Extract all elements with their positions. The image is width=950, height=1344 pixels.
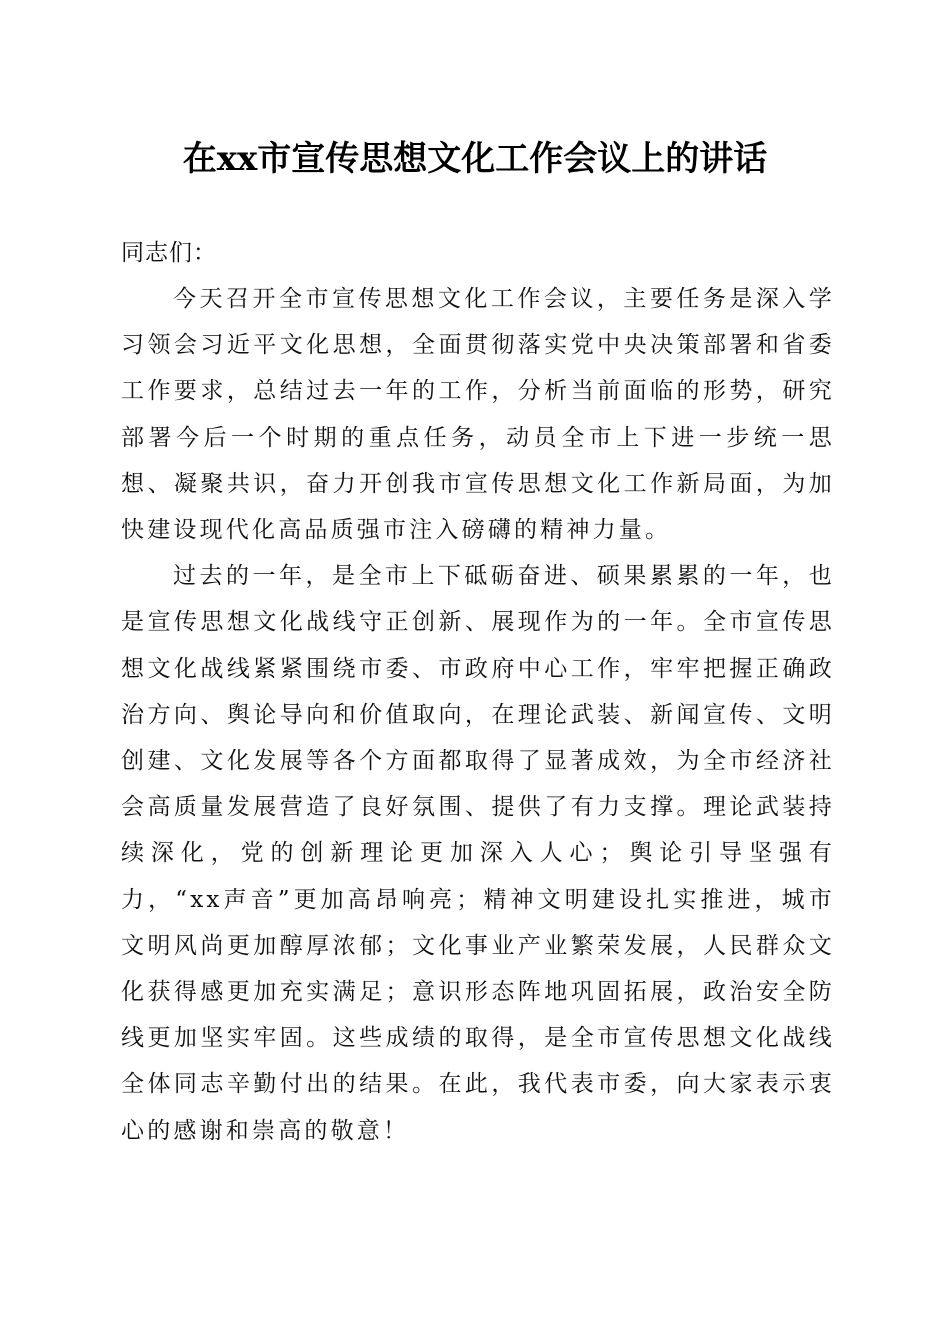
paragraph-1: 今天召开全市宣传思想文化工作会议，主要任务是深入学习领会习近平文化思想，全面贯彻落实党中央决策部署和省委工作要求，总结过去一年的工作，分析当前面临的形势，研究部署今后一个时期的重点任务，动员全市上下进一步统一思想、凝聚共识，奋力开创我市宣传思想文化工作新局面，为加快建设现代化高品质强市注入磅礴的精神力量。 xyxy=(121,286,835,544)
salutation: 同志们： xyxy=(121,240,217,266)
document-body xyxy=(121,230,835,1154)
document-title: 在xx市宣传思想文化工作会议上的讲话 xyxy=(182,139,768,179)
paragraph-2: 过去的一年，是全市上下砥砺奋进、硕果累累的一年，也是宣传思想文化战线守正创新、展现作为的一年。全市宣传思想文化战线紧紧围绕市委、市政府中心工作，牢牢把握正确政治方向、舆论导向和价值取向，在理论武装、新闻宣传、文明创建、文化发展等各个方面都取得了显著成效，为全市经济社会高质量发展营造了良好氛围、提供了有力支撑。理论武装持续深化，党的创新理论更加深入人心；舆论引导坚强有力，“xx声音”更加高昂响亮；精神文明建设扎实推进，城市文明风尚更加醇厚浓郁；文化事业产业繁荣发展，人民群众文化获得感更加充实满足；意识形态阵地巩固拓展，政治安全防线更加坚实牢固。这些成绩的取得，是全市宣传思想文化战线全体同志辛勤付出的结果。在此，我代表市委，向大家表示衷心的感谢和崇高的敬意！ xyxy=(121,563,835,1144)
